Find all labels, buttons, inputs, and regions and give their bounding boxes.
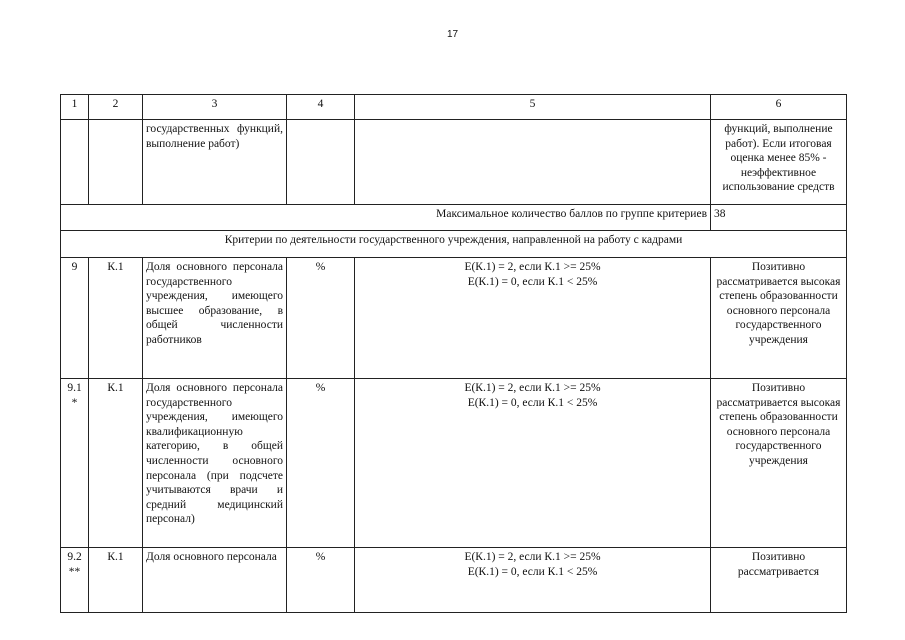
formula-line: Е(К.1) = 0, если К.1 < 25%	[467, 565, 598, 578]
formula-line: Е(К.1) = 0, если К.1 < 25%	[467, 275, 598, 288]
summary-label: Максимальное количество баллов по группе критериев	[61, 205, 711, 231]
row-unit: %	[287, 548, 355, 613]
header-cell: 3	[143, 95, 287, 120]
header-cell: 1	[61, 95, 89, 120]
row-code: К.1	[89, 379, 143, 548]
row-number-footnote-mark: **	[68, 565, 81, 578]
header-cell: 4	[287, 95, 355, 120]
continuation-note: функций, выполнение работ). Если итоговая оценка менее 85% - неэффективное использование средств	[711, 120, 847, 205]
header-cell: 2	[89, 95, 143, 120]
row-note: Позитивно рассматривается высокая степень образованности основного персонала государственного учреждения	[711, 258, 847, 379]
row-description: Доля основного персонала	[143, 548, 287, 613]
row-description: Доля основного персонала государственного учреждения, имеющего высшее образование, в общей численности работников	[143, 258, 287, 379]
table-row	[61, 548, 847, 613]
formula-line: Е(К.1) = 2, если К.1 >= 25%	[464, 551, 601, 563]
formula-line: Е(К.1) = 0, если К.1 < 25%	[467, 396, 598, 409]
row-number	[61, 258, 89, 379]
row-number-value: 9.2	[67, 551, 82, 563]
group-title-row	[61, 231, 847, 258]
row-code: К.1	[89, 258, 143, 379]
criteria-table	[60, 94, 847, 613]
row-description: Доля основного персонала государственного учреждения, имеющего квалификационную категорию, в общей численности основного персонала (при подсчете учитываются врачи и средний медицинский персонал)	[143, 379, 287, 548]
formula-line: Е(К.1) = 2, если К.1 >= 25%	[464, 261, 601, 273]
row-number	[61, 548, 89, 613]
table-row	[61, 379, 847, 548]
row-note: Позитивно рассматривается высокая степень образованности основного персонала государственного учреждения	[711, 379, 847, 548]
summary-row	[61, 205, 847, 231]
row-number	[61, 379, 89, 548]
group-title: Критерии по деятельности государственного учреждения, направленной на работу с кадрами	[61, 231, 847, 258]
table-header-row	[61, 95, 847, 120]
row-unit: %	[287, 379, 355, 548]
header-cell: 5	[355, 95, 711, 120]
row-note: Позитивно рассматривается	[711, 548, 847, 613]
continuation-row	[61, 120, 847, 205]
header-cell: 6	[711, 95, 847, 120]
row-code: К.1	[89, 548, 143, 613]
table-row	[61, 258, 847, 379]
summary-value: 38	[711, 205, 847, 231]
row-number-value: 9.1	[67, 382, 82, 394]
formula-line: Е(К.1) = 2, если К.1 >= 25%	[464, 382, 601, 394]
row-unit: %	[287, 258, 355, 379]
row-number-value: 9	[71, 261, 78, 273]
row-formula	[355, 379, 711, 548]
continuation-description: государственных функций, выполнение работ)	[143, 120, 287, 205]
page-number: 17	[446, 29, 459, 40]
row-formula	[355, 258, 711, 379]
row-formula	[355, 548, 711, 613]
row-number-footnote-mark: *	[71, 396, 78, 409]
